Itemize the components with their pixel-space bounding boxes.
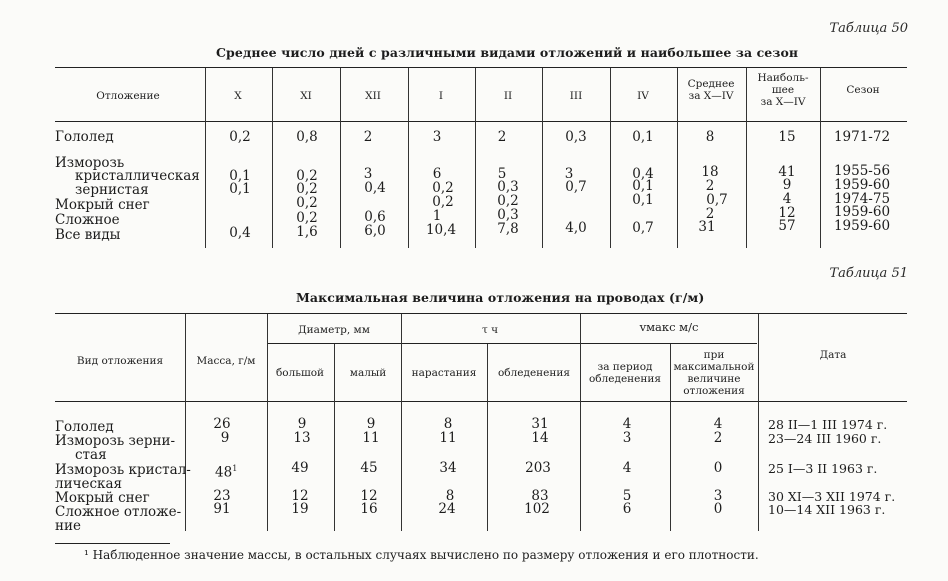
table50-title: Среднее число дней с различными видами отложений и наибольшее за сезон <box>216 45 799 60</box>
table50-cell: 0,1 <box>632 192 654 208</box>
table51-cell-v1: 4 <box>622 416 632 432</box>
table50-cell: 0,2 <box>229 129 251 145</box>
table50-vrule <box>340 68 341 248</box>
table51-header-icing: обледенения <box>497 367 571 379</box>
table51-vrule <box>670 344 671 531</box>
table50-cell: 3 <box>564 166 574 182</box>
table50-header-month: III <box>569 90 583 102</box>
table51-row-label: Изморозь кристал- <box>55 462 191 478</box>
table50-cell: 0,2 <box>296 210 318 226</box>
table51-cell-v2: 3 <box>713 488 723 504</box>
table51-row-label: Мокрый снег <box>55 490 150 506</box>
table50-cell: 0,6 <box>364 209 386 225</box>
table51-cell-big: 9 <box>297 416 307 432</box>
table50-row-label: Мокрый снег <box>55 197 150 213</box>
table51-header-big: большой <box>275 367 325 379</box>
table51-cell-growth: 8 <box>445 488 455 504</box>
table51-header-atmax: величине <box>687 373 741 385</box>
table51-cell-v1: 4 <box>622 460 632 476</box>
table51-header-atmax: при <box>703 349 725 361</box>
table51-cell-v2: 0 <box>713 501 723 517</box>
table51-diameter-rule <box>267 343 757 344</box>
table51-cell-big: 19 <box>291 501 309 517</box>
table50-header-month: XII <box>365 90 381 102</box>
table50-cell: 6,0 <box>364 223 386 239</box>
table51-header-tau: τ ч <box>481 324 499 336</box>
table50-cell: 2 <box>497 129 507 145</box>
table50-vrule <box>820 68 821 248</box>
table50-header-month: X <box>234 90 242 102</box>
table51-cell-growth: 8 <box>443 416 453 432</box>
table51-cell-v1: 6 <box>622 501 632 517</box>
table50-header-deposit: Отложение <box>96 90 160 102</box>
table50-cell: 1955-56 <box>833 163 891 179</box>
table51-cell-v2: 2 <box>713 430 723 446</box>
table50-cell: 2 <box>363 129 373 145</box>
table50-cell: 0,7 <box>565 179 587 195</box>
table50-header-rule <box>55 121 907 122</box>
table51-cell-icing: 14 <box>531 430 549 446</box>
table51-cell-mass: $48^1$ <box>215 464 238 481</box>
table50-header-mean: Среднее <box>687 78 735 90</box>
table51-cell-small: 16 <box>360 501 378 517</box>
table50-cell: 0,8 <box>296 129 318 145</box>
table51-cell-v2: 4 <box>713 416 723 432</box>
table50-cell: 4,0 <box>565 220 587 236</box>
table51-vrule <box>487 344 488 531</box>
table50-header-mean: за X—IV <box>688 90 734 102</box>
table51-cell-small: 12 <box>360 488 378 504</box>
table51-cell-small: 9 <box>366 416 376 432</box>
table50-cell: 18 <box>701 164 719 180</box>
table51-cell-date: 10—14 XII 1963 г. <box>768 502 886 517</box>
table51-header-diameter: Диаметр, мм <box>298 324 370 336</box>
table51-title: Максимальная величина отложения на проводах (г/м) <box>296 290 705 305</box>
table51-cell-icing: 83 <box>531 488 549 504</box>
table51-header-small: малый <box>349 367 387 379</box>
table50-cell: 0,7 <box>632 220 654 236</box>
table51-cell-mass: 9 <box>220 430 230 446</box>
table51-header-period: за период <box>597 361 653 373</box>
table50-cell: 4 <box>782 191 792 207</box>
table50-header-month: I <box>438 90 444 102</box>
table50-vrule <box>408 68 409 248</box>
table50-vrule <box>746 68 747 248</box>
table50-cell: 10,4 <box>425 222 457 238</box>
table51-cell-icing: 102 <box>524 501 550 517</box>
table50-cell: 5 <box>497 166 507 182</box>
table50-header-max: за X—IV <box>760 96 806 108</box>
table51-label: Таблица 51 <box>829 266 908 281</box>
table50-label: Таблица 50 <box>829 21 908 36</box>
table50-vrule <box>272 68 273 248</box>
table50-cell: 1959-60 <box>833 204 891 220</box>
table51-cell-mass: 26 <box>213 416 231 432</box>
table50-cell: 12 <box>778 205 796 221</box>
table50-vrule <box>475 68 476 248</box>
footnote-marker: 1 <box>232 464 238 473</box>
table51-cell-icing: 31 <box>531 416 549 432</box>
table51-cell-growth: 24 <box>438 501 456 517</box>
table51-header-atmax: максимальной <box>673 361 755 373</box>
footnote: ¹ Наблюденное значение массы, в остальных случаях вычислено по размеру отложения и его плотности. <box>84 548 759 562</box>
table51-cell-big: 49 <box>291 460 309 476</box>
table51-vrule <box>580 314 581 531</box>
table50-cell: 0,4 <box>364 180 386 196</box>
table50-header-season: Сезон <box>846 84 880 96</box>
table50-row-label: зернистая <box>75 182 149 198</box>
table50-cell: 1959-60 <box>833 218 891 234</box>
table51-cell-small: 45 <box>360 460 378 476</box>
table50-cell: 0,4 <box>632 166 654 182</box>
table50-cell: 2 <box>705 178 715 194</box>
table51-cell-mass: 91 <box>213 501 231 517</box>
table50-header-month: II <box>503 90 513 102</box>
table51-header-atmax: отложения <box>683 385 745 397</box>
table51-top-rule <box>55 313 907 314</box>
table50-cell: 1,6 <box>296 224 318 240</box>
table50-cell: 7,8 <box>497 221 519 237</box>
table51-vrule <box>267 314 268 531</box>
table51-cell-big: 13 <box>293 430 311 446</box>
table50-header-max: шее <box>771 84 795 96</box>
table51-header-mass: Масса, г/м <box>196 355 256 367</box>
table50-row-label: Сложное <box>55 212 120 228</box>
table51-vrule <box>758 314 759 531</box>
table51-cell-v2: 0 <box>713 460 723 476</box>
table50-cell: 41 <box>778 164 796 180</box>
table50-row-label: кристаллическая <box>75 168 200 184</box>
table50-header-month: IV <box>637 90 649 102</box>
table50-cell: 0,2 <box>497 193 519 209</box>
table50-header-max: Наиболь- <box>757 72 809 84</box>
table50-cell: 57 <box>778 218 796 234</box>
table51-cell-date: 30 XI—3 XII 1974 г. <box>768 489 896 504</box>
table50-cell: 0,4 <box>229 225 251 241</box>
table51-cell-date: 25 I—3 II 1963 г. <box>768 461 878 476</box>
table51-header-rule <box>55 401 907 402</box>
table50-cell: 0,2 <box>296 181 318 197</box>
table50-cell: 2 <box>705 206 715 222</box>
table51-cell-growth: 34 <box>439 460 457 476</box>
table50-cell: 3 <box>363 166 373 182</box>
table51-cell-date: 23—24 III 1960 г. <box>768 431 882 446</box>
table50-row-label: Гололед <box>55 129 114 145</box>
table50-cell: 1959-60 <box>833 177 891 193</box>
table50-cell: 0,2 <box>432 180 454 196</box>
table50-cell: 6 <box>432 166 442 182</box>
table50-vrule <box>205 68 206 248</box>
table51-row-label: Изморозь зерни- <box>55 433 176 449</box>
table51-cell-growth: 11 <box>439 430 457 446</box>
table50-vrule <box>542 68 543 248</box>
table51-row-label: лическая <box>55 476 123 492</box>
table51-header-growth: нарастания <box>411 367 477 379</box>
table50-cell: 1 <box>432 208 442 224</box>
table50-cell: 1971-72 <box>833 129 891 145</box>
table50-header-month: XI <box>300 90 312 102</box>
table50-cell: 0,2 <box>296 195 318 211</box>
table51-row-label: Гололед <box>55 419 114 435</box>
table51-cell-big: 12 <box>291 488 309 504</box>
table51-cell-icing: 203 <box>525 460 551 476</box>
table50-cell: 15 <box>778 129 796 145</box>
table51-header-period: обледенения <box>588 373 662 385</box>
table51-row-label: ние <box>55 518 81 534</box>
table51-row-label: Сложное отложе- <box>55 504 182 520</box>
table50-row-label: Все виды <box>55 227 121 243</box>
table50-cell: 0,1 <box>632 129 654 145</box>
table51-cell-date: 28 II—1 III 1974 г. <box>768 417 888 432</box>
table51-header-type: Вид отложения <box>76 355 164 367</box>
table50-cell: 9 <box>782 177 792 193</box>
table50-cell: 0,2 <box>432 194 454 210</box>
table50-row-label: Изморозь <box>55 155 125 171</box>
footnote-rule <box>55 543 170 544</box>
table50-cell: 0,2 <box>296 168 318 184</box>
table51-cell-v1: 3 <box>622 430 632 446</box>
table51-cell-v1: 5 <box>622 488 632 504</box>
table50-cell: 3 <box>432 129 442 145</box>
table50-cell: 8 <box>705 129 715 145</box>
table51-cell-small: 11 <box>362 430 380 446</box>
table50-cell: 0,1 <box>632 178 654 194</box>
table50-cell: 0,3 <box>497 179 519 195</box>
table51-header-date: Дата <box>819 349 847 361</box>
table51-cell-mass: 23 <box>213 488 231 504</box>
table50-vrule <box>677 68 678 248</box>
table51-vrule <box>401 314 402 531</box>
table51-header-vmax: vмакс м/с <box>639 320 699 334</box>
table50-cell: 0,1 <box>229 168 251 184</box>
table50-vrule <box>610 68 611 248</box>
table50-cell: 0,7 <box>706 192 728 208</box>
table50-cell: 31 <box>698 219 716 235</box>
table50-cell: 0,3 <box>497 207 519 223</box>
table50-cell: 1974-75 <box>833 191 891 207</box>
table50-cell: 0,3 <box>565 129 587 145</box>
table51-row-label: стая <box>75 447 107 463</box>
table51-vrule <box>334 344 335 531</box>
table50-cell: 0,1 <box>229 181 251 197</box>
table50-top-rule <box>55 67 907 68</box>
table51-vrule <box>185 314 186 531</box>
